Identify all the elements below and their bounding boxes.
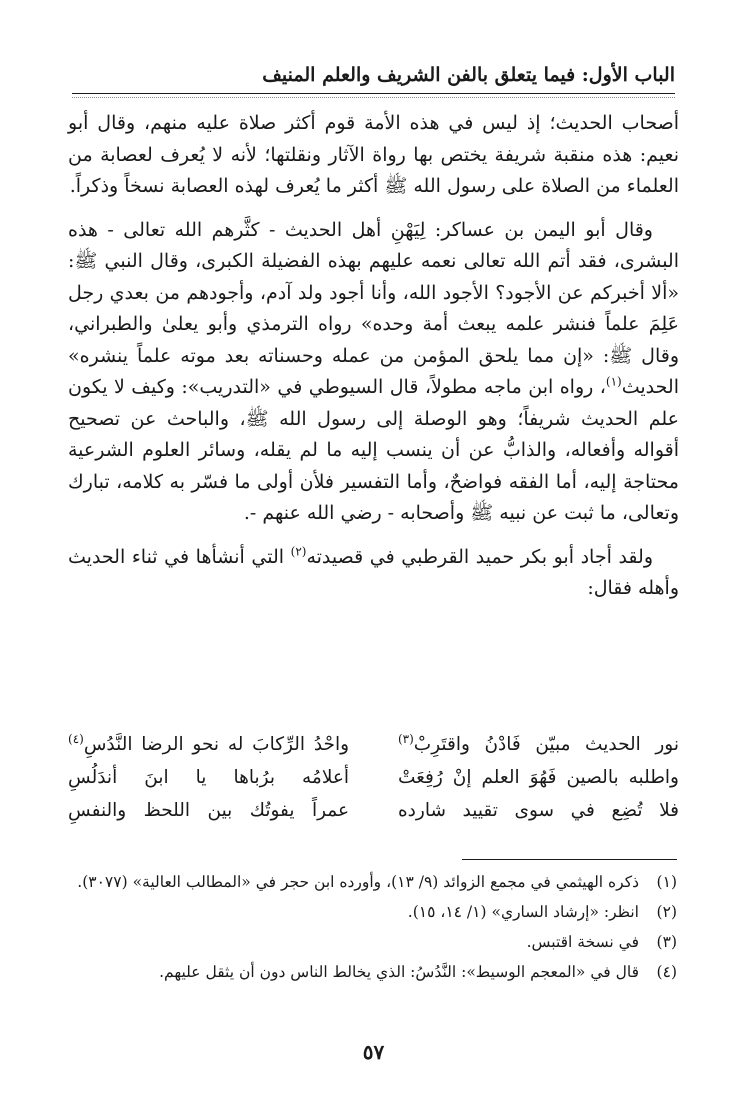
paragraph-3-part-2: التي أنشأها في ثناء الحديث وأهله فقال: [68,545,679,599]
verse-second-hemistich: أعلامُه برُباها يا ابنَ أندَلُسِ [68,767,350,788]
footnote [70,930,677,954]
paragraph-2-part-2: ، رواه ابن ماجه مطولاً، قال السيوطي في «التدريب»: وكيف لا يكون علم الحديث شريفاً؛ وهو الوصلة إلى رسول الله ﷺ، والباحث عن تصحيح أقواله وأفعاله، والذابُّ عن أن ينسب إليه ما لم يقله، وسائر العلوم الشرعية محتاجة إليه، أما الفقه فواضحٌ، وأما التفسير فلأن أولى ما فسّر به كلامه، تبارك وتعالى، ما ثبت عن نبيه ﷺ وأصحابه - رضي الله عنهم -. [68,376,679,524]
footnote-ref-3[interactable]: (٣) [397,731,414,746]
footnote [70,870,677,894]
paragraph-1: أصحاب الحديث؛ إذ ليس في هذه الأمة قوم أكثر صلاة عليه منهم، وقال أبو نعيم: هذه منقبة شريفة يختص بها رواة الآثار ونقلتها؛ لأنه لا يُعرف لعصابة من العلماء من الصلاة على رسول الله ﷺ أكثر ما يُعرف لهذه العصابة نسخاً وذكراً. [68,112,679,197]
footnote-ref-2[interactable]: (٢) [290,544,307,559]
paragraph-2-part-1: وقال أبو اليمن بن عساكر: لِيَهْنِ أهل الحديث - كثَّرهم الله تعالى - هذه البشرى، فقد أتم الله تعالى نعمه عليهم بهذه الفضيلة الكبرى، وقال النبي ﷺ: «ألا أخبركم عن الأجود؟ الأجود الله، وأنا أجود ولد آدم، وأجودهم من بعدي رجل عَلِمَ علماً فنشر علمه يبعث أمة وحده» رواه الترمذي وأبو يعلىٰ والطبراني، وقال ﷺ: «إن مما يلحق المؤمن من عمله وحسناته بعد موته علماً ينشره» الحديث [68,218,679,398]
footnote-number: (٣) [656,933,677,951]
page-number: ٥٧ [362,1040,385,1064]
header-rule [72,93,675,94]
footnote-ref-4[interactable]: (٤) [68,731,84,746]
paragraph-3 [68,542,679,605]
footnote-text: ذكره الهيثمي في مجمع الزوائد (٩/ ١٣)، وأورده ابن حجر في «المطالب العالية» (٣٠٧٧). [77,873,639,891]
paragraph-3-part-1: ولقد أجاد أبو بكر حميد القرطبي في قصيدته [306,545,653,568]
verse-second-hemistich: عمراً يفوتُك بين اللحظ والنفسِ [68,800,350,821]
poem-verse [68,761,679,794]
footnote-text: في نسخة اقتبس. [526,933,639,951]
footnote [70,960,677,984]
verse-first-hemistich: واطلبه بالصين فَهُوَ العلم إنْ رُفِعَتْ [397,767,679,788]
verse-first-hemistich: فلا تُضِع في سوى تقييد شارده [397,800,679,821]
paragraph-2 [68,215,679,530]
poem-verse [68,794,679,827]
footnote-text: قال في «المعجم الوسيط»: النَّدُسُ: الذي يخالط الناس دون أن يثقل عليهم. [159,963,639,981]
main-text [68,108,679,605]
footnote-separator [462,859,677,860]
poem-verse [68,728,679,761]
footnote-number: (٤) [656,963,677,981]
header-dotted-rule [72,97,675,98]
footnote-ref-1[interactable]: (١) [605,374,622,389]
footnote-number: (٢) [656,903,677,921]
running-header: الباب الأول: فيما يتعلق بالفن الشريف والعلم المنيف [262,64,675,86]
poem [68,728,679,827]
verse-second-hemistich: واحْدُ الرِّكابَ له نحو الرضا النَّدُسِ$^{(٤)}$ [68,731,350,755]
footnote-number: (١) [656,873,677,891]
footnote [70,900,677,924]
verse-first-hemistich: نور الحديث مبيّن فَادْنُ واقتَرِبْ$^{(٣)}$ [397,731,679,755]
footnote-text: انظر: «إرشاد الساري» (١/ ١٤، ١٥). [407,903,639,921]
footnotes [70,870,677,990]
